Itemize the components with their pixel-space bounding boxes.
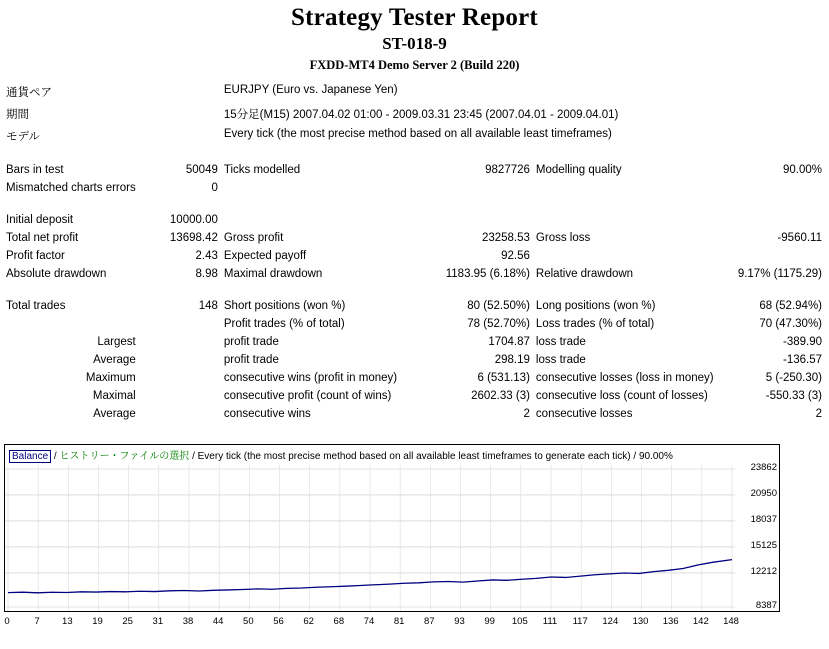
report-table [3, 81, 825, 423]
bars-in-test-value: 50049 [185, 164, 218, 176]
max-consecutive-losses-value: 5 (-250.30) [765, 372, 822, 384]
max-consecutive-losses-label: consecutive losses (loss in money) [535, 372, 714, 384]
maximal-label: Maximal [92, 390, 136, 402]
y-axis-tick: 15125 [750, 539, 777, 551]
table-row [3, 315, 825, 333]
spacer [3, 283, 825, 297]
page-title: Strategy Tester Report [291, 4, 538, 31]
gross-loss-label: Gross loss [535, 232, 591, 244]
max-consecutive-wins-label: consecutive wins (profit in money) [223, 372, 398, 384]
avg-consecutive-wins-value: 2 [523, 408, 530, 420]
x-axis-tick: 62 [303, 616, 314, 627]
x-axis-tick: 99 [484, 616, 495, 627]
average-loss-trade-label: loss trade [535, 354, 586, 366]
profit-trades-label: Profit trades (% of total) [223, 318, 345, 330]
table-row [3, 247, 825, 265]
maximal-consecutive-loss-value: -550.33 (3) [765, 390, 822, 402]
y-axis-tick: 8387 [755, 600, 777, 611]
maximal-drawdown-label: Maximal drawdown [223, 268, 323, 280]
x-axis-tick: 19 [92, 616, 103, 627]
spacer [3, 197, 825, 211]
period-spacer [139, 103, 221, 125]
largest-profit-trade-value: 1704.87 [488, 336, 530, 348]
avg-consecutive-losses-value: 2 [815, 408, 822, 420]
gross-loss-value: -9560.11 [777, 232, 822, 244]
max-consecutive-wins-value: 6 (531.13) [477, 372, 530, 384]
gross-profit-value: 23258.53 [481, 232, 530, 244]
table-row [3, 265, 825, 283]
average-profit-trade-value: 298.19 [494, 354, 530, 366]
server-info: FXDD-MT4 Demo Server 2 (Build 220) [309, 58, 520, 72]
x-axis-tick: 136 [662, 616, 679, 627]
model-value: Every tick (the most precise method based on all available least timeframes) [223, 128, 612, 140]
legend-model-text: / Every tick (the most precise method based on all available least timeframes to generate each tick) / 90.00% [189, 451, 673, 462]
maximal-consecutive-profit-label: consecutive profit (count of wins) [223, 390, 392, 402]
avg-consecutive-wins-label: consecutive wins [223, 408, 311, 420]
y-axis-tick: 23862 [750, 462, 777, 473]
avg-consecutive-losses-label: consecutive losses [535, 408, 633, 420]
table-row [3, 81, 825, 103]
x-axis-tick: 31 [152, 616, 164, 627]
x-axis-tick: 0 [4, 616, 10, 627]
y-axis-tick: 20950 [750, 487, 777, 499]
x-axis-tick: 56 [273, 616, 284, 627]
average-loss-trade-value: -136.57 [782, 354, 822, 366]
table-row [3, 369, 825, 387]
table-row [3, 387, 825, 405]
legend-history-file: ヒストリー・ファイルの選択 [59, 451, 190, 462]
x-axis-tick: 148 [723, 616, 739, 627]
x-axis-tick: 44 [212, 616, 224, 627]
table-row [3, 351, 825, 369]
x-axis-tick: 25 [122, 616, 133, 627]
relative-drawdown-value: 9.17% (1175.29) [737, 268, 822, 280]
largest-loss-trade-value: -389.90 [782, 336, 822, 348]
relative-drawdown-label: Relative drawdown [535, 268, 634, 280]
ticks-modelled-value: 9827726 [485, 164, 530, 176]
x-axis-tick: 38 [182, 616, 194, 627]
table-row [3, 333, 825, 351]
maximal-consecutive-profit-value: 2602.33 (3) [471, 390, 530, 402]
largest-label: Largest [97, 336, 136, 348]
pair-spacer [139, 81, 221, 103]
x-axis-tick: 105 [511, 616, 528, 627]
short-positions-value: 80 (52.50%) [467, 300, 530, 312]
table-row [3, 179, 825, 197]
modelling-quality-label: Modelling quality [535, 164, 622, 176]
mismatched-value: 0 [211, 182, 218, 194]
average-profit-trade-label: profit trade [223, 354, 279, 366]
y-axis-tick: 18037 [750, 513, 777, 525]
chart-legend [9, 447, 673, 462]
x-axis-tick: 117 [572, 616, 588, 627]
expected-payoff-label: Expected payoff [223, 250, 307, 262]
model-spacer [139, 125, 221, 147]
expected-payoff-value: 92.56 [501, 250, 530, 262]
x-axis-tick: 111 [542, 616, 558, 627]
total-trades-value: 148 [198, 300, 218, 312]
balance-chart [4, 444, 780, 612]
x-axis-tick: 50 [243, 616, 254, 627]
profit-factor-label: Profit factor [6, 250, 65, 262]
initial-deposit-label: Initial deposit [6, 214, 74, 226]
initial-deposit-value: 10000.00 [169, 214, 218, 226]
absolute-drawdown-value: 8.98 [195, 268, 218, 280]
x-axis-tick: 81 [393, 616, 405, 627]
maximum-label: Maximum [85, 372, 136, 384]
average2-label: Average [93, 408, 136, 420]
average-label: Average [93, 354, 136, 366]
period-value: 15分足(M15) 2007.04.02 01:00 - 2009.03.31 23:45 (2007.04.01 - 2009.04.01) [223, 109, 619, 121]
table-row [3, 405, 825, 423]
ticks-modelled-label: Ticks modelled [223, 164, 301, 176]
y-axis-labels [737, 463, 777, 613]
profit-trades-value: 78 (52.70%) [467, 318, 530, 330]
balance-curve [5, 465, 735, 611]
spacer [3, 147, 825, 161]
largest-loss-trade-label: loss trade [535, 336, 586, 348]
period-label: 期間 [6, 109, 29, 121]
x-axis-tick: 87 [424, 616, 435, 627]
table-row [3, 161, 825, 179]
model-label: モデル [6, 131, 40, 143]
long-positions-label: Long positions (won %) [535, 300, 656, 312]
legend-balance: Balance [9, 450, 51, 463]
gross-profit-label: Gross profit [223, 232, 284, 244]
profit-factor-value: 2.43 [195, 250, 218, 262]
mismatched-label: Mismatched charts errors [6, 182, 136, 194]
maximal-drawdown-value: 1183.95 (6.18%) [445, 268, 530, 280]
legend-separator: / [51, 451, 60, 462]
pair-label: 通貨ペア [6, 87, 52, 99]
loss-trades-value: 70 (47.30%) [759, 318, 822, 330]
maximal-consecutive-loss-label: consecutive loss (count of losses) [535, 390, 708, 402]
x-axis-tick: 74 [363, 616, 375, 627]
pair-value: EURJPY (Euro vs. Japanese Yen) [223, 84, 398, 96]
table-row [3, 297, 825, 315]
report-page [0, 4, 829, 649]
x-axis-tick: 7 [34, 616, 40, 627]
total-net-profit-label: Total net profit [6, 232, 79, 244]
x-axis-tick: 142 [692, 616, 709, 627]
table-row [3, 103, 825, 125]
loss-trades-label: Loss trades (% of total) [535, 318, 655, 330]
short-positions-label: Short positions (won %) [223, 300, 346, 312]
x-axis-tick: 68 [333, 616, 345, 627]
table-row [3, 125, 825, 147]
x-axis-labels [4, 616, 780, 636]
absolute-drawdown-label: Absolute drawdown [6, 268, 107, 280]
total-net-profit-value: 13698.42 [169, 232, 218, 244]
table-row [3, 229, 825, 247]
largest-profit-trade-label: profit trade [223, 336, 279, 348]
long-positions-value: 68 (52.94%) [759, 300, 822, 312]
x-axis-tick: 93 [454, 616, 465, 627]
bars-in-test-label: Bars in test [6, 164, 64, 176]
report-subtitle: ST-018-9 [382, 34, 447, 53]
x-axis-tick: 130 [632, 616, 649, 627]
total-trades-label: Total trades [6, 300, 66, 312]
y-axis-tick: 12212 [750, 565, 777, 577]
modelling-quality-value: 90.00% [782, 164, 822, 176]
table-row [3, 211, 825, 229]
x-axis-tick: 13 [62, 616, 73, 627]
x-axis-tick: 124 [602, 616, 619, 627]
